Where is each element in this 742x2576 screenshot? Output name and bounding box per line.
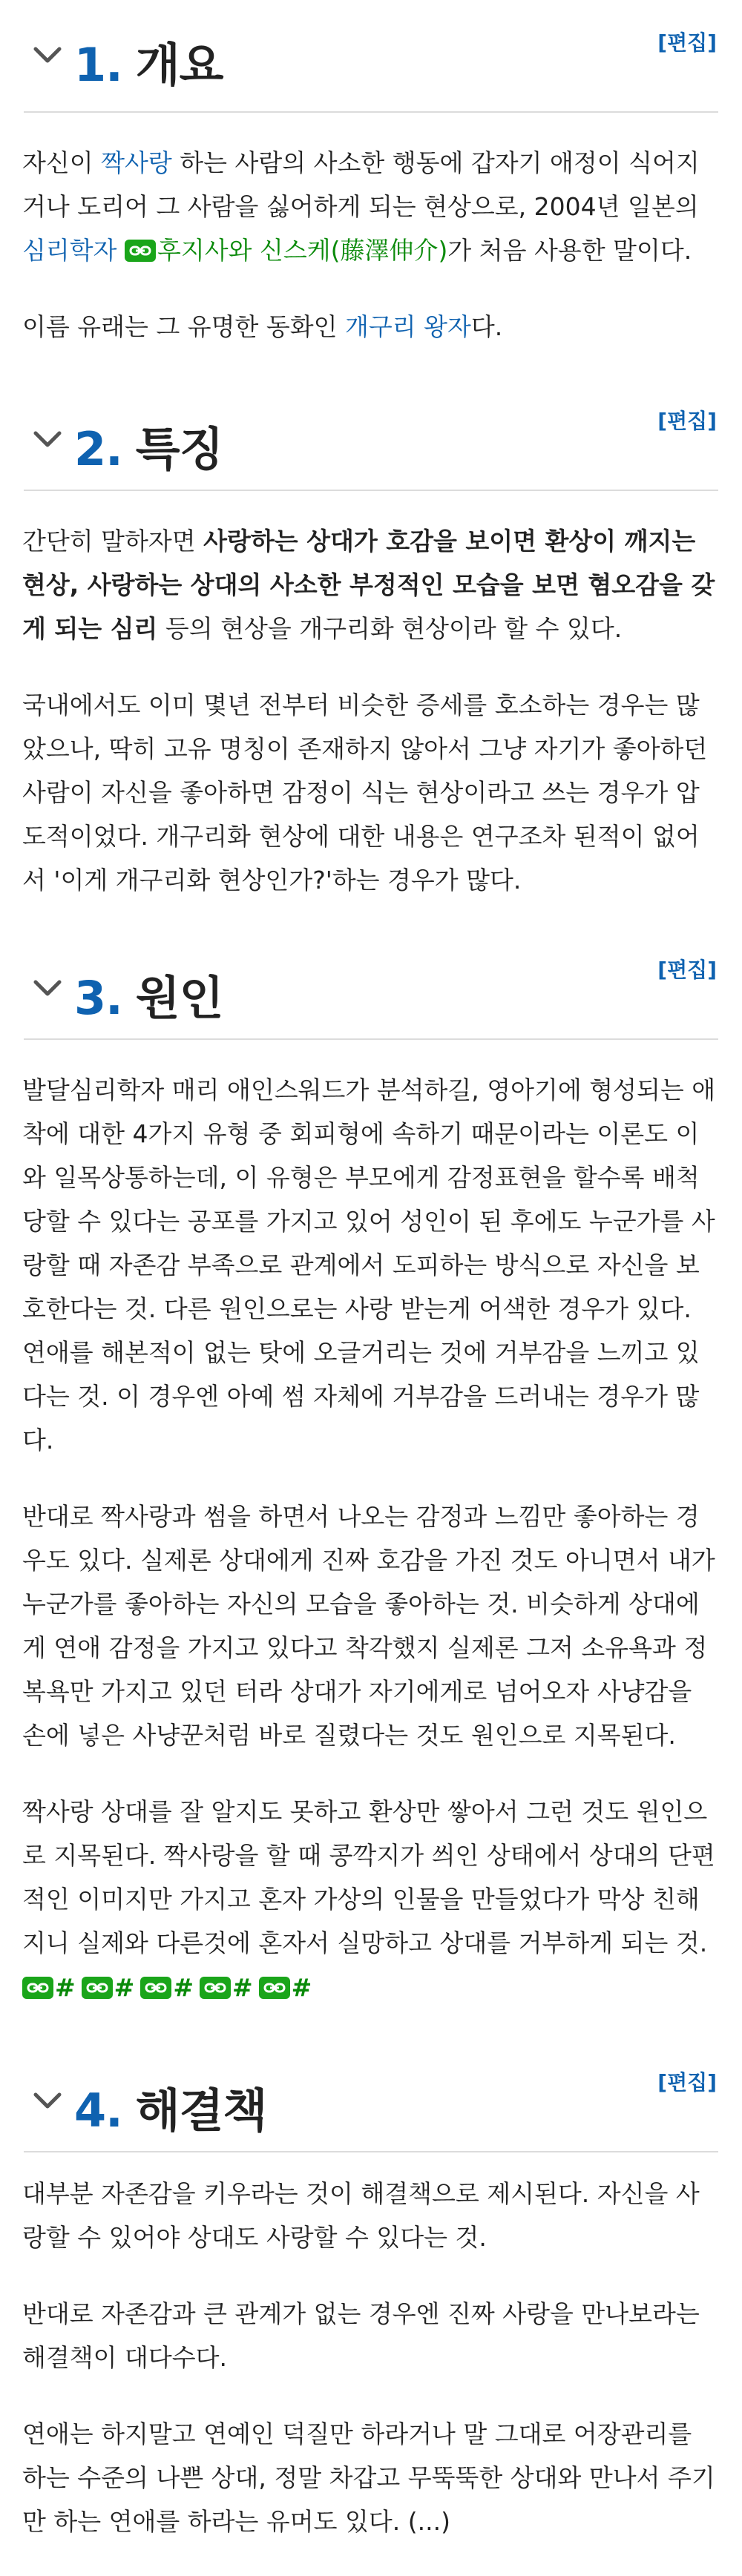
divider xyxy=(24,2151,718,2152)
chevron-down-icon[interactable] xyxy=(30,970,65,1006)
section-overview xyxy=(0,0,742,341)
paragraph: 발달심리학자 매리 애인스워드가 분석하길, 영아기에 형성되는 애착에 대한 4가지 유형 중 회피형에 속하기 때문이라는 이론도 이와 일목상통하는데, 이 유형은 부모에게 감정표현을 할수록 배척당할 수 있다는 공포를 가지고 있어 성인이 된 후에도 누군가를 사랑할 때 자존감 부족으로 관계에서 도피하는 방식으로 자신을 보호한다는 것. 다른 원인으로는 사랑 받는게 어색한 경우가 있다. 연애를 해본적이 없는 탓에 오글거리는 것에 거부감을 느끼고 있다는 것. 이 경우엔 아예 썸 자체에 거부감을 드러내는 경우가 많다. xyxy=(22,1075,716,1455)
section-number: 3. xyxy=(74,971,122,1025)
section-title xyxy=(74,412,223,478)
chevron-down-icon[interactable] xyxy=(30,2083,65,2118)
paragraph: 자신이 짝사랑 하는 사람의 사소한 행동에 갑자기 애정이 식어지거나 도리어 그 사람을 싫어하게 되는 현상으로, 2004년 일본의 심리학자 후지사와 신스케(藤澤伸介)가 처음 사용한 말이다. xyxy=(22,148,700,265)
external-link-icon xyxy=(140,1977,171,1999)
paragraph: 반대로 자존감과 큰 관계가 없는 경우엔 진짜 사랑을 만나보라는 해결책이 대다수다. xyxy=(22,2299,700,2372)
section-heading xyxy=(0,0,742,111)
paragraph: 짝사랑 상대를 잘 알지도 못하고 환상만 쌓아서 그런 것도 원인으로 지목된다. 짝사랑을 할 때 콩깍지가 씌인 상태에서 상대의 단편적인 이미지만 가지고 혼자 가상의 인물을 만들었다가 막상 친해지니 실제와 다른것에 혼자서 실망하고 상대를 거부하게 되는 것. xyxy=(22,1797,715,1957)
external-link-icon xyxy=(125,240,156,262)
external-link[interactable]: 후지사와 신스케(藤澤伸介) xyxy=(157,236,448,265)
edit-link[interactable]: [편집] xyxy=(657,409,717,433)
edit-link[interactable]: [편집] xyxy=(657,958,717,982)
section-body xyxy=(22,141,720,381)
section-body xyxy=(22,2172,720,2576)
divider xyxy=(24,1038,718,1040)
section-heading xyxy=(0,2040,742,2151)
section-causes xyxy=(0,927,742,1957)
section-title-text: 개요 xyxy=(135,38,223,92)
section-body xyxy=(22,519,720,935)
chevron-down-icon[interactable] xyxy=(30,421,65,457)
section-title-text: 특징 xyxy=(135,422,223,476)
section-heading xyxy=(0,378,742,490)
external-link-icon xyxy=(259,1977,290,1999)
section-number: 1. xyxy=(74,38,122,92)
section-title xyxy=(74,961,223,1027)
footnote-links xyxy=(22,1973,312,2002)
footnote-link[interactable]: # xyxy=(82,1973,135,2002)
external-link-icon xyxy=(82,1977,113,1999)
footnote-link[interactable]: # xyxy=(259,1973,312,2002)
paragraph: 국내에서도 이미 몇년 전부터 비슷한 증세를 호소하는 경우는 많았으나, 딱히 고유 명칭이 존재하지 않아서 그냥 자기가 좋아하던 사람이 자신을 좋아하면 감정이 식는 현상이라고 쓰는 경우가 압도적이었다. 개구리화 현상에 대한 내용은 연구조차 된적이 없어서 '이게 개구리화 현상인가?'하는 경우가 많다. xyxy=(22,691,708,895)
section-title-text: 원인 xyxy=(135,971,223,1025)
section-number: 4. xyxy=(74,2083,122,2138)
paragraph: 간단히 말하자면 사랑하는 상대가 호감을 보이면 환상이 깨지는 현상, 사랑하는 상대의 사소한 부정적인 모습을 보면 혐오감을 갖게 되는 심리 등의 현상을 개구리화 현상이라 할 수 있다. xyxy=(22,527,715,643)
wiki-link[interactable]: 심리학자 xyxy=(22,236,117,265)
paragraph: 이름 유래는 그 유명한 동화인 개구리 왕자다. xyxy=(22,312,503,341)
section-solutions xyxy=(0,2040,742,2536)
section-heading xyxy=(0,927,742,1038)
paragraph: 연애는 하지말고 연예인 덕질만 하라거나 말 그대로 어장관리를 하는 수준의 나쁜 상대, 정말 차갑고 무뚝뚝한 상대와 만나서 주기만 하는 연애를 하라는 유머도 있다. (...) xyxy=(22,2419,715,2536)
footnote-link[interactable]: # xyxy=(140,1973,194,2002)
paragraph: 대부분 자존감을 키우라는 것이 해결책으로 제시된다. 자신을 사랑할 수 있어야 상대도 사랑할 수 있다는 것. xyxy=(22,2179,700,2252)
wiki-link[interactable]: 짝사랑 xyxy=(101,148,172,177)
wiki-link[interactable]: 개구리 왕자 xyxy=(345,312,471,341)
section-number: 2. xyxy=(74,422,122,476)
section-title xyxy=(74,28,223,94)
divider xyxy=(24,111,718,113)
footnote-link[interactable]: # xyxy=(200,1973,253,2002)
chevron-down-icon[interactable] xyxy=(30,37,65,73)
divider xyxy=(24,490,718,491)
section-body xyxy=(22,1068,720,1997)
bold-text: 사랑하는 상대가 호감을 보이면 환상이 깨지는 현상, 사랑하는 상대의 사소한 부정적인 모습을 보면 혐오감을 갖게 되는 심리 xyxy=(22,527,715,643)
external-link-icon xyxy=(22,1977,53,1999)
section-features xyxy=(0,378,742,895)
section-title xyxy=(74,2074,266,2140)
edit-link[interactable]: [편집] xyxy=(657,2070,717,2095)
section-title-text: 해결책 xyxy=(135,2083,267,2138)
edit-link[interactable]: [편집] xyxy=(657,30,717,55)
footnote-link[interactable]: # xyxy=(22,1973,76,2002)
external-link-icon xyxy=(200,1977,231,1999)
paragraph: 반대로 짝사랑과 썸을 하면서 나오는 감정과 느낌만 좋아하는 경우도 있다. 실제론 상대에게 진짜 호감을 가진 것도 아니면서 내가 누군가를 좋아하는 자신의 모습을 좋아하는 것. 비슷하게 상대에게 연애 감정을 가지고 있다고 착각했지 실제론 그저 소유욕과 정복욕만 가지고 있던 터라 상대가 자기에게로 넘어오자 사냥감을 손에 넣은 사냥꾼처럼 바로 질렸다는 것도 원인으로 지목된다. xyxy=(22,1502,715,1750)
